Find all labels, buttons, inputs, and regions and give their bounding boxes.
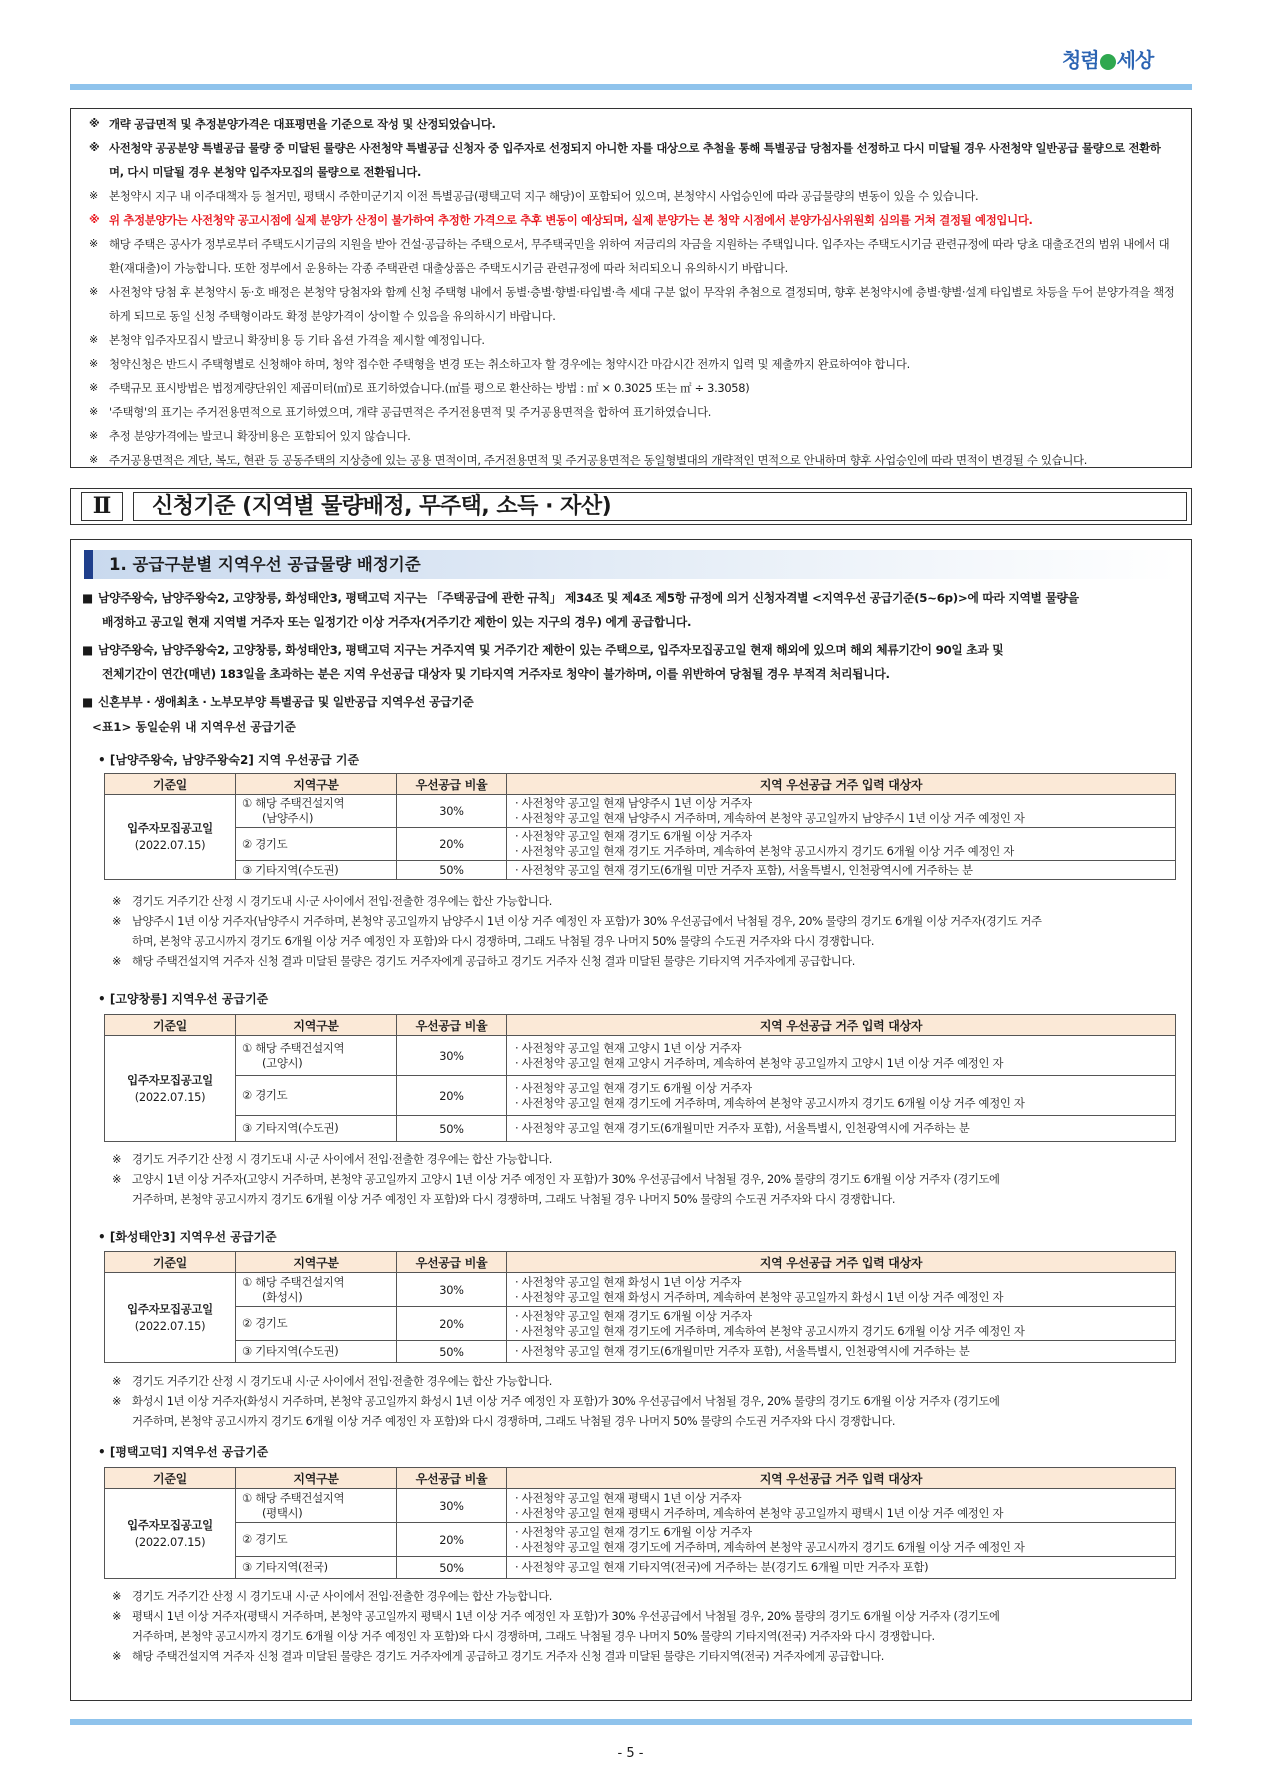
target-line: · 사전청약 공고일 현재 남양주시 거주하며, 계속하여 본청약 공고일까지 남양주시 1년 이상 거주 예정인 자 — [515, 811, 1025, 825]
target-cell: · 사전청약 공고일 현재 경기도(6개월미만 거주자 포함), 서울특별시, 인천광역시에 거주하는 분 — [507, 1341, 1176, 1363]
ratio-cell: 30% — [397, 795, 507, 828]
target-cell — [507, 795, 1176, 828]
table-note: ※ 경기도 거주기간 산정 시 경기도내 시·군 사이에서 전입·전출한 경우에는 합산 가능합니다. — [112, 1372, 1184, 1392]
ratio-cell: 20% — [397, 828, 507, 861]
note-item: ※ 사전청약 당첨 후 본청약시 동·호 배정은 본청약 당첨자와 함께 신청 주택형 내에서 동별·층별·향별·타입별·측 세대 구분 없이 무작위 추첨으로 결정되며, 향후 본청약시에 층별·향별·설계 타입별로 차등을 두어 분양가격을 책정하게 되므로 동일 신청 주택형이라도 확정 분양가격이 상이할 수 있음을 유의하시기 바랍니다. — [89, 280, 1175, 328]
target-cell — [507, 1489, 1176, 1523]
target-cell — [507, 1036, 1176, 1076]
page-number: - 5 - — [617, 1746, 644, 1761]
note-item-warning: ※ 위 추정분양가는 사전청약 공고시점에 실제 분양가 산정이 불가하여 추정한 가격으로 추후 변동이 예상되며, 실제 분양가는 본 청약 시점에서 분양가심사위원회 심의를 거쳐 결정될 예정입니다. — [89, 208, 1175, 232]
allocation-table-goyang — [104, 1014, 1176, 1142]
table-row — [105, 1116, 1176, 1142]
header-region: 지역구분 — [236, 1468, 397, 1489]
table-note: ※ 고양시 1년 이상 거주자(고양시 거주하며, 본청약 공고일까지 고양시 1년 이상 거주 예정인 자 포함)가 30% 우선공급에서 낙첨될 경우, 20% 물량의 경기도 6개월 이상 거주자 (경기도에 — [112, 1170, 1184, 1190]
region-cell: ② 경기도 — [236, 1307, 397, 1341]
region-cell — [236, 795, 397, 828]
region-label: ① 해당 주택건설지역 — [242, 1274, 345, 1289]
region-cell: ② 경기도 — [236, 828, 397, 861]
note-item: ※ 개략 공급면적 및 추정분양가격은 대표평면을 기준으로 작성 및 산정되었습니다. — [89, 112, 1175, 136]
region-cell — [236, 1489, 397, 1523]
ratio-cell: 20% — [397, 1523, 507, 1557]
base-date-cell — [105, 1036, 236, 1142]
target-line: · 사전청약 공고일 현재 남양주시 1년 이상 거주자 — [515, 796, 752, 810]
paragraph-line: 남양주왕숙, 남양주왕숙2, 고양창릉, 화성태안3, 평택고덕 지구는 거주지역 및 거주기간 제한이 있는 주택으로, 입주자모집공고일 현재 해외에 있으며 해외 체류기간이 90일 초과 및 — [98, 643, 1004, 657]
paragraph-line: 남양주왕숙, 남양주왕숙2, 고양창릉, 화성태안3, 평택고덕 지구는 「주택공급에 관한 규칙」 제34조 및 제4조 제5항 규정에 의거 신청자격별 <지역우선 공급기준(5~6p)>에 따라 지역별 물량을 — [98, 591, 1079, 605]
allocation-table-pyeongtaek — [104, 1467, 1176, 1579]
target-line: · 사전청약 공고일 현재 평택시 거주하며, 계속하여 본청약 공고일까지 평택시 1년 이상 거주 예정인 자 — [515, 1505, 1004, 1520]
note-item: ※ 추정 분양가격에는 발코니 확장비용은 포함되어 있지 않습니다. — [89, 424, 1175, 448]
table-row — [105, 1557, 1176, 1579]
region-cell: ③ 기타지역(전국) — [236, 1557, 397, 1579]
header-ratio: 우선공급 비율 — [397, 774, 507, 795]
square-bullet-icon: ■ — [82, 591, 93, 605]
table-note: ※ 경기도 거주기간 산정 시 경기도내 시·군 사이에서 전입·전출한 경우에는 합산 가능합니다. — [112, 1587, 1184, 1607]
region-sub: (화성시) — [262, 1289, 303, 1304]
base-date: (2022.07.15) — [134, 1089, 206, 1104]
region-cell: ② 경기도 — [236, 1076, 397, 1116]
base-date: (2022.07.15) — [134, 838, 206, 852]
region-cell — [236, 1273, 397, 1307]
table-note: ※ 화성시 1년 이상 거주자(화성시 거주하며, 본청약 공고일까지 화성시 1년 이상 거주 예정인 자 포함)가 30% 우선공급에서 낙첨될 경우, 20% 물량의 경기도 6개월 이상 거주자 (경기도에 — [112, 1392, 1184, 1412]
table-row — [105, 861, 1176, 880]
base-date: (2022.07.15) — [134, 1534, 206, 1549]
table-note-continued: 거주하며, 본청약 공고시까지 경기도 6개월 이상 거주 예정인 자 포함)와 다시 경쟁하며, 그래도 낙첨될 경우 나머지 50% 물량의 수도권 거주자와 다시 경쟁합니다. — [132, 1193, 896, 1206]
header-target: 지역 우선공급 거주 입력 대상자 — [507, 774, 1176, 795]
header-base-date: 기준일 — [105, 774, 236, 795]
target-line: · 사전청약 공고일 현재 경기도 6개월 이상 거주자 — [515, 829, 752, 843]
table-title-goyang: • [고양창릉] 지역우선 공급기준 — [98, 992, 269, 1006]
table-row — [105, 828, 1176, 861]
table-title-namyangju: • [남양주왕숙, 남양주왕숙2] 지역 우선공급 기준 — [98, 753, 360, 767]
target-line: · 사전청약 공고일 현재 화성시 거주하며, 계속하여 본청약 공고일까지 화성시 1년 이상 거주 예정인 자 — [515, 1289, 1004, 1304]
base-date-cell — [105, 1489, 236, 1579]
target-cell — [507, 1273, 1176, 1307]
section-title: 신청기준 (지역별 물량배정, 무주택, 소득 · 자산) — [133, 492, 1187, 521]
table-notes — [112, 1587, 1184, 1667]
region-cell: ③ 기타지역(수도권) — [236, 861, 397, 880]
cheongnyeom-logo — [1062, 44, 1153, 73]
paragraph-line: 신혼부부 · 생애최초 · 노부모부양 특별공급 및 일반공급 지역우선 공급기준 — [98, 695, 474, 709]
note-item: ※ 주택규모 표시방법은 법정계량단위인 제곱미터(㎡)로 표기하였습니다.(㎡를 평으로 환산하는 방법 : ㎡ × 0.3025 또는 ㎡ ÷ 3.3058) — [89, 376, 1175, 400]
section-heading — [70, 488, 1192, 525]
note-item: ※ 본청약시 지구 내 이주대책자 등 철거민, 평택시 주한미군기지 이전 특별공급(평택고덕 지구 해당)이 포함되어 있으며, 본청약시 사업승인에 따라 공급물량의 변동이 있을 수 있습니다. — [89, 184, 1175, 208]
table-notes — [112, 1372, 1184, 1432]
table-row — [105, 795, 1176, 828]
table-row — [105, 1273, 1176, 1307]
target-line: · 사전청약 공고일 현재 평택시 1년 이상 거주자 — [515, 1490, 742, 1505]
ratio-cell: 50% — [397, 1116, 507, 1142]
table-note: ※ 남양주시 1년 이상 거주자(남양주시 거주하며, 본청약 공고일까지 남양주시 1년 이상 거주 예정인 자 포함)가 30% 우선공급에서 낙첨될 경우, 20% 물량의 경기도 6개월 이상 거주자(경기도 거주 — [112, 912, 1184, 932]
region-cell: ② 경기도 — [236, 1523, 397, 1557]
base-label: 입주자모집공고일 — [127, 1517, 213, 1532]
base-date-cell — [105, 1273, 236, 1363]
ratio-cell: 30% — [397, 1036, 507, 1076]
logo-text-left: 청렴 — [1062, 48, 1099, 72]
base-label: 입주자모집공고일 — [127, 821, 213, 835]
region-label: ① 해당 주택건설지역 — [242, 796, 345, 810]
target-cell: · 사전청약 공고일 현재 기타지역(전국)에 거주하는 분(경기도 6개월 미만 거주자 포함) — [507, 1557, 1176, 1579]
bottom-divider — [70, 1719, 1192, 1725]
region-sub: (남양주시) — [262, 811, 314, 825]
note-item: ※ 청약신청은 반드시 주택형별로 신청해야 하며, 청약 접수한 주택형을 변경 또는 취소하고자 할 경우에는 청약시간 마감시간 전까지 입력 및 제출까지 완료하여야 합니다. — [89, 352, 1175, 376]
table-note: ※ 경기도 거주기간 산정 시 경기도내 시·군 사이에서 전입·전출한 경우에는 합산 가능합니다. — [112, 892, 1184, 912]
ratio-cell: 30% — [397, 1273, 507, 1307]
region-cell — [236, 1036, 397, 1076]
table-caption: <표1> 동일순위 내 지역우선 공급기준 — [92, 720, 296, 734]
target-line: · 사전청약 공고일 현재 경기도 거주하며, 계속하여 본청약 공고시까지 경기도 6개월 이상 거주 예정인 자 — [515, 844, 1014, 858]
target-cell — [507, 1523, 1176, 1557]
base-label: 입주자모집공고일 — [127, 1301, 213, 1316]
target-line: · 사전청약 공고일 현재 경기도 6개월 이상 거주자 — [515, 1080, 752, 1095]
ratio-cell: 20% — [397, 1307, 507, 1341]
paragraph — [82, 586, 1182, 634]
target-cell — [507, 828, 1176, 861]
table-note: ※ 경기도 거주기간 산정 시 경기도내 시·군 사이에서 전입·전출한 경우에는 합산 가능합니다. — [112, 1150, 1184, 1170]
note-item: ※ 주거공용면적은 계단, 복도, 현관 등 공동주택의 지상층에 있는 공용 면적이며, 주거전용면적 및 주거공용면적은 동일형별대의 개략적인 면적으로 안내하며 향후 사업승인에 따라 면적이 변경될 수 있습니다. — [89, 448, 1175, 472]
logo-text-right: 세상 — [1116, 48, 1154, 72]
paragraph — [82, 690, 1182, 714]
target-cell: · 사전청약 공고일 현재 경기도(6개월미만 거주자 포함), 서울특별시, 인천광역시에 거주하는 분 — [507, 1116, 1176, 1142]
paragraph-line: 전체기간이 연간(매년) 183일을 초과하는 분은 지역 우선공급 대상자 및 기타지역 거주자로 청약이 불가하며, 이를 위반하여 당첨될 경우 부적격 처리됩니다. — [102, 667, 890, 681]
table-note-continued: 거주하며, 본청약 공고시까지 경기도 6개월 이상 거주 예정인 자 포함)와 다시 경쟁하며, 그래도 낙첨될 경우 나머지 50% 물량의 수도권 거주자와 다시 경쟁합니다. — [132, 1415, 896, 1428]
base-date: (2022.07.15) — [134, 1318, 206, 1333]
target-line: · 사전청약 공고일 현재 화성시 1년 이상 거주자 — [515, 1274, 742, 1289]
region-label: ① 해당 주택건설지역 — [242, 1490, 345, 1505]
header-region: 지역구분 — [236, 1252, 397, 1273]
top-divider — [70, 84, 1192, 90]
region-cell: ③ 기타지역(수도권) — [236, 1116, 397, 1142]
table-row — [105, 1076, 1176, 1116]
target-line: · 사전청약 공고일 현재 경기도에 거주하며, 계속하여 본청약 공고시까지 경기도 6개월 이상 거주 예정인 자 — [515, 1323, 1025, 1338]
table-row — [105, 1341, 1176, 1363]
header-base-date: 기준일 — [105, 1468, 236, 1489]
paragraph — [82, 638, 1182, 686]
target-cell — [507, 1076, 1176, 1116]
table-notes — [112, 892, 1184, 972]
header-ratio: 우선공급 비율 — [397, 1015, 507, 1036]
ratio-cell: 20% — [397, 1076, 507, 1116]
ratio-cell: 50% — [397, 861, 507, 880]
header-target: 지역 우선공급 거주 입력 대상자 — [507, 1015, 1176, 1036]
allocation-table-namyangju — [104, 773, 1176, 880]
region-cell: ③ 기타지역(수도권) — [236, 1341, 397, 1363]
target-line: · 사전청약 공고일 현재 고양시 거주하며, 계속하여 본청약 공고일까지 고양시 1년 이상 거주 예정인 자 — [515, 1055, 1004, 1070]
table-title-hwaseong: • [화성태안3] 지역우선 공급기준 — [98, 1230, 277, 1244]
logo-emblem-icon — [1100, 54, 1116, 70]
section-number: Ⅱ — [81, 492, 123, 521]
table-row — [105, 1036, 1176, 1076]
note-item: ※ 본청약 입주자모집시 발코니 확장비용 등 기타 옵션 가격을 제시할 예정입니다. — [89, 328, 1175, 352]
header-ratio: 우선공급 비율 — [397, 1468, 507, 1489]
table-note: ※ 해당 주택건설지역 거주자 신청 결과 미달된 물량은 경기도 거주자에게 공급하고 경기도 거주자 신청 결과 미달된 물량은 기타지역(전국) 거주자에게 공급합니다. — [112, 1647, 1184, 1667]
table-note-continued: 하며, 본청약 공고시까지 경기도 6개월 이상 거주 예정인 자 포함)와 다시 경쟁하며, 그래도 낙첨될 경우 나머지 50% 물량의 수도권 거주자와 다시 경쟁합니다. — [132, 935, 875, 948]
allocation-table-hwaseong — [104, 1251, 1176, 1363]
table-note-continued: 거주하며, 본청약 공고시까지 경기도 6개월 이상 거주 예정인 자 포함)와 다시 경쟁하며, 그래도 낙첨될 경우 나머지 50% 물량의 기타지역(전국) 거주자와 다시 경쟁합니다. — [132, 1630, 935, 1643]
header-target: 지역 우선공급 거주 입력 대상자 — [507, 1252, 1176, 1273]
table-note: ※ 해당 주택건설지역 거주자 신청 결과 미달된 물량은 경기도 거주자에게 공급하고 경기도 거주자 신청 결과 미달된 물량은 기타지역 거주자에게 공급합니다. — [112, 952, 1184, 972]
target-line: · 사전청약 공고일 현재 경기도에 거주하며, 계속하여 본청약 공고시까지 경기도 6개월 이상 거주 예정인 자 — [515, 1539, 1025, 1554]
target-line: · 사전청약 공고일 현재 경기도 6개월 이상 거주자 — [515, 1524, 752, 1539]
target-cell: · 사전청약 공고일 현재 경기도(6개월 미만 거주자 포함), 서울특별시, 인천광역시에 거주하는 분 — [507, 861, 1176, 880]
region-label: ① 해당 주택건설지역 — [242, 1040, 345, 1055]
table-row — [105, 1489, 1176, 1523]
region-sub: (고양시) — [262, 1055, 303, 1070]
table-row — [105, 1307, 1176, 1341]
ratio-cell: 30% — [397, 1489, 507, 1523]
table-title-pyeongtaek: • [평택고덕] 지역우선 공급기준 — [98, 1445, 269, 1459]
ratio-cell: 50% — [397, 1557, 507, 1579]
target-line: · 사전청약 공고일 현재 고양시 1년 이상 거주자 — [515, 1040, 742, 1055]
header-region: 지역구분 — [236, 774, 397, 795]
target-line: · 사전청약 공고일 현재 경기도에 거주하며, 계속하여 본청약 공고시까지 경기도 6개월 이상 거주 예정인 자 — [515, 1095, 1025, 1110]
paragraph-line: 배정하고 공고일 현재 지역별 거주자 또는 일정기간 이상 거주자(거주기간 제한이 있는 지구의 경우) 에게 공급합니다. — [102, 615, 692, 629]
notes-box — [70, 108, 1192, 468]
header-base-date: 기준일 — [105, 1015, 236, 1036]
target-line: · 사전청약 공고일 현재 경기도 6개월 이상 거주자 — [515, 1308, 752, 1323]
note-item: ※ 사전청약 공공분양 특별공급 물량 중 미달된 물량은 사전청약 특별공급 신청자 중 입주자로 선정되지 아니한 자를 대상으로 추첨을 통해 특별공급 당첨자를 선정하고 다시 미달될 경우 사전청약 일반공급 물량으로 전환하며, 다시 미달될 경우 본청약 입주자모집의 물량으로 전환됩니다. — [89, 136, 1175, 184]
header-base-date: 기준일 — [105, 1252, 236, 1273]
note-item: ※ '주택형'의 표기는 주거전용면적으로 표기하였으며, 개략 공급면적은 주거전용면적 및 주거공용면적을 합하여 표기하였습니다. — [89, 400, 1175, 424]
square-bullet-icon: ■ — [82, 695, 93, 709]
header-region: 지역구분 — [236, 1015, 397, 1036]
header-target: 지역 우선공급 거주 입력 대상자 — [507, 1468, 1176, 1489]
header-ratio: 우선공급 비율 — [397, 1252, 507, 1273]
note-item: ※ 해당 주택은 공사가 정부로부터 주택도시기금의 지원을 받아 건설·공급하는 주택으로서, 무주택국민을 위하여 저금리의 자금을 지원하는 주택입니다. 입주자는 주택도시기금 관련규정에 따라 당초 대출조건의 범위 내에서 대환(재대출)이 가능합니다. 또한 정부에서 운용하는 각종 주택관련 대출상품은 주택도시기금 관련규정에 따라 처리되오니 유의하시기 바랍니다. — [89, 232, 1175, 280]
subsection-title: 1. 공급구분별 지역우선 공급물량 배정기준 — [84, 550, 1178, 579]
base-label: 입주자모집공고일 — [127, 1072, 213, 1087]
table-row — [105, 1523, 1176, 1557]
base-date-cell — [105, 795, 236, 880]
target-cell — [507, 1307, 1176, 1341]
square-bullet-icon: ■ — [82, 643, 93, 657]
table-notes — [112, 1150, 1184, 1210]
ratio-cell: 50% — [397, 1341, 507, 1363]
region-sub: (평택시) — [262, 1505, 303, 1520]
table-note: ※ 평택시 1년 이상 거주자(평택시 거주하며, 본청약 공고일까지 평택시 1년 이상 거주 예정인 자 포함)가 30% 우선공급에서 낙첨될 경우, 20% 물량의 경기도 6개월 이상 거주자 (경기도에 — [112, 1607, 1184, 1627]
